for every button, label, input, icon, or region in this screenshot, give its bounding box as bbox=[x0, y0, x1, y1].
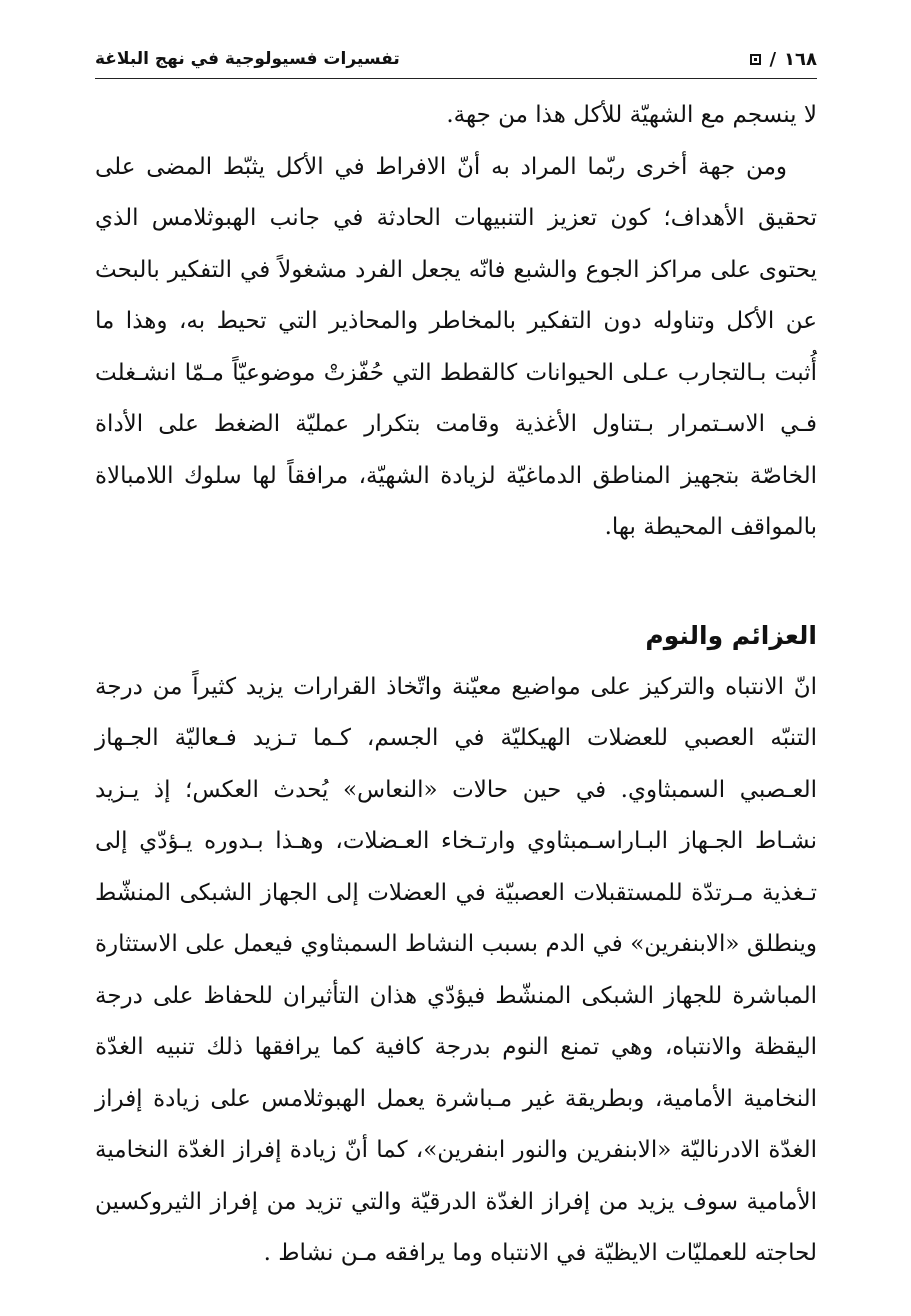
paragraph-excess-eating: ومن جهة أخرى ربّما المراد به أنّ الافراط في الأكل يثبّط المضى على تحقيق الأهداف؛ كون تعزيز التنبيهات الحادثة في جانب الهبوثلامس الذي يحتوى على مراكز الجوع والشبع فانّه يجعل الفرد مشغولاً في التفكير بالبحث عن الأكل وتناوله دون التفكير بالمخاطر والمحاذير التي تحيط به، وهذا ما أُثبت بـالتجارب عـلى الحيوانات كالقطط التي حُفّزتْ موضوعيّاً مـمّا انشـغلت فـي الاسـتمرار بـتناول الأغذية وقامت بتكرار عمليّة الضغط على الأداة الخاصّة بتجهيز المناطق الدماغيّة لزيادة الشهيّة، مرافقاً لها سلوك اللامبالاة بالمواقف المحيطة بها. bbox=[95, 153, 817, 540]
book-page bbox=[95, 40, 817, 1280]
page-number: ١٦٨ bbox=[784, 48, 817, 70]
square-bullet-icon bbox=[750, 54, 761, 65]
folio-separator: / bbox=[769, 48, 777, 70]
text-block-intro bbox=[95, 90, 817, 554]
running-title: تفسيرات فسيولوجية في نهج البلاغة bbox=[95, 49, 400, 69]
page-body bbox=[95, 90, 817, 1280]
paragraph-continuation: لا ينسجم مع الشهيّة للأكل هذا من جهة. bbox=[446, 102, 817, 128]
paragraph-resolve-and-sleep: انّ الانتباه والتركيز على مواضيع معيّنة واتّخاذ القرارات يزيد كثيراً من درجة التنبّه العصبي للعضلات الهيكليّة في الجسم، كـما تـزيد فـعاليّة الجـهاز العـصبي السمبثاوي. في حين حالات «النعاس» يُحدث العكس؛ إذ يـزيد نشـاط الجـهاز البـاراسـمبثاوي وارتـخاء العـضلات، وهـذا بـدوره يـؤدّي إلى تـغذية مـرتدّة للمستقبلات العصبيّة في العضلات إلى الجهاز الشبكى المنشّط وينطلق «الابنفرين» في الدم بسبب النشاط السمبثاوي فيعمل على الاستثارة المباشرة للجهاز الشبكى المنشّط فيؤدّي هذان التأثيران للحفاظ على درجة اليقظة والانتباه، وهي تمنع النوم بدرجة كافية كما يرافقها ذلك تنبيه الغدّة النخامية الأمامية، وبطريقة غير مـباشرة يعمل الهبوثلامس على زيادة إفراز الغدّة الادرناليّة «الابنفرين والنور ابنفرين»، كما أنّ زيادة إفراز الغدّة النخامية الأمامية سوف يزيد من إفراز الغدّة الدرقيّة والتي تزيد من إفراز الثيروكسين لحاجته للعمليّات الايظيّة في الانتباه وما يرافقه مـن نشاط . bbox=[95, 673, 817, 1266]
running-header bbox=[95, 40, 817, 79]
page-folio bbox=[750, 49, 817, 70]
section-heading: العزائم والنوم bbox=[645, 620, 817, 650]
